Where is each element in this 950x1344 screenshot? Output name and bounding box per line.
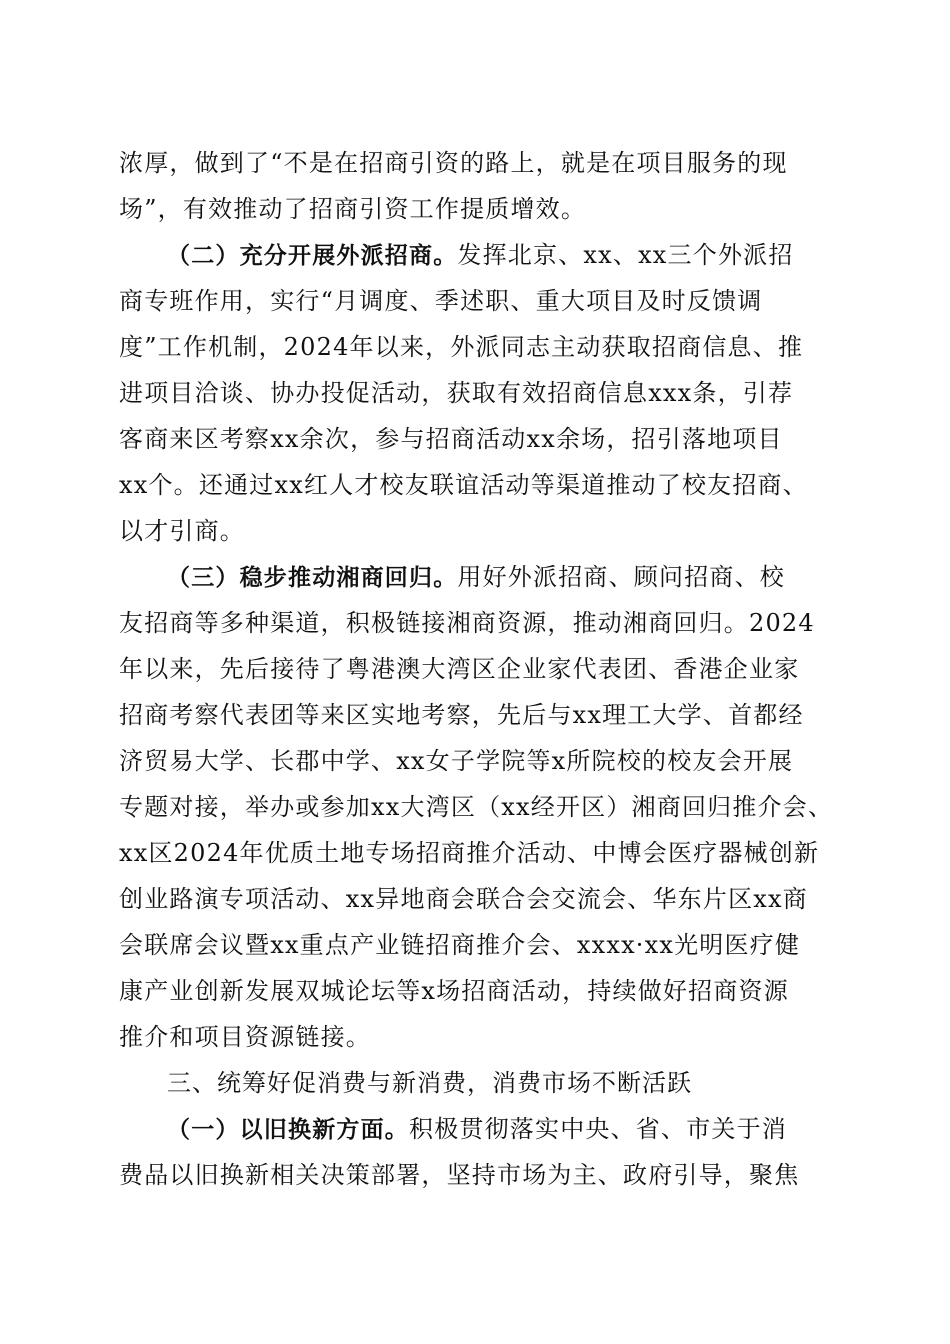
paragraph-first-line xyxy=(167,561,785,594)
body-text-line: xx个。还通过xx红人才校友联谊活动等渠道推动了校友招商、 xyxy=(119,471,808,499)
body-text-line: 度”工作机制，2024年以来，外派同志主动获取招商信息、推 xyxy=(119,333,804,361)
body-text: 发挥北京、xx、xx三个外派招 xyxy=(457,241,794,269)
body-text-line: 推介和项目资源链接。 xyxy=(119,1023,371,1051)
body-text: 用好外派招商、顾问招商、校 xyxy=(457,563,786,591)
body-text-line: 康产业创新发展双城论坛等x场招商活动，持续做好招商资源 xyxy=(119,977,789,1005)
section-heading: 三、统筹好促消费与新消费，消费市场不断活跃 xyxy=(167,1069,692,1097)
body-text-line: 费品以旧换新相关决策部署，坚持市场为主、政府引导，聚焦 xyxy=(119,1161,800,1189)
body-text-line: 场”，有效推动了招商引资工作提质增效。 xyxy=(119,195,587,223)
body-text-line: 年以来，先后接待了粤港澳大湾区企业家代表团、香港企业家 xyxy=(119,655,800,683)
body-text-line: 会联席会议暨xx重点产业链招商推介会、xxxx·xx光明医疗健 xyxy=(119,931,801,959)
subsection-heading: （三）稳步推动湘商回归。 xyxy=(167,565,458,591)
body-text-line: 友招商等多种渠道，积极链接湘商资源，推动湘商回归。2024 xyxy=(119,609,815,637)
paragraph-first-line xyxy=(167,1113,787,1146)
body-text-line: 以才引商。 xyxy=(119,517,245,545)
body-text: 积极贯彻落实中央、省、市关于消 xyxy=(409,1115,787,1143)
body-text-line: 招商考察代表团等来区实地考察，先后与xx理工大学、首都经 xyxy=(119,701,804,729)
subsection-heading: （二）充分开展外派招商。 xyxy=(167,243,458,269)
body-text-line: 创业路演专项活动、xx异地商会联合会交流会、华东片区xx商 xyxy=(119,885,808,913)
body-text-line: 济贸易大学、长郡中学、xx女子学院等x所院校的校友会开展 xyxy=(119,747,794,775)
subsection-heading: （一）以旧换新方面。 xyxy=(167,1117,409,1143)
body-text-line: 专题对接，举办或参加xx大湾区（xx经开区）湘商回归推介会、 xyxy=(119,793,834,821)
paragraph-first-line xyxy=(167,239,794,272)
body-text-line: 商专班作用，实行“月调度、季述职、重大项目及时反馈调 xyxy=(119,287,763,315)
body-text-line: 浓厚，做到了“不是在招商引资的路上，就是在项目服务的现 xyxy=(119,149,788,177)
body-text-line: xx区2024年优质土地专场招商推介活动、中博会医疗器械创新 xyxy=(119,839,820,867)
body-text-line: 客商来区考察xx余次，参与招商活动xx余场，招引落地项目 xyxy=(119,425,783,453)
body-text-line: 进项目洽谈、协办投促活动，获取有效招商信息xxx条，引荐 xyxy=(119,379,794,407)
